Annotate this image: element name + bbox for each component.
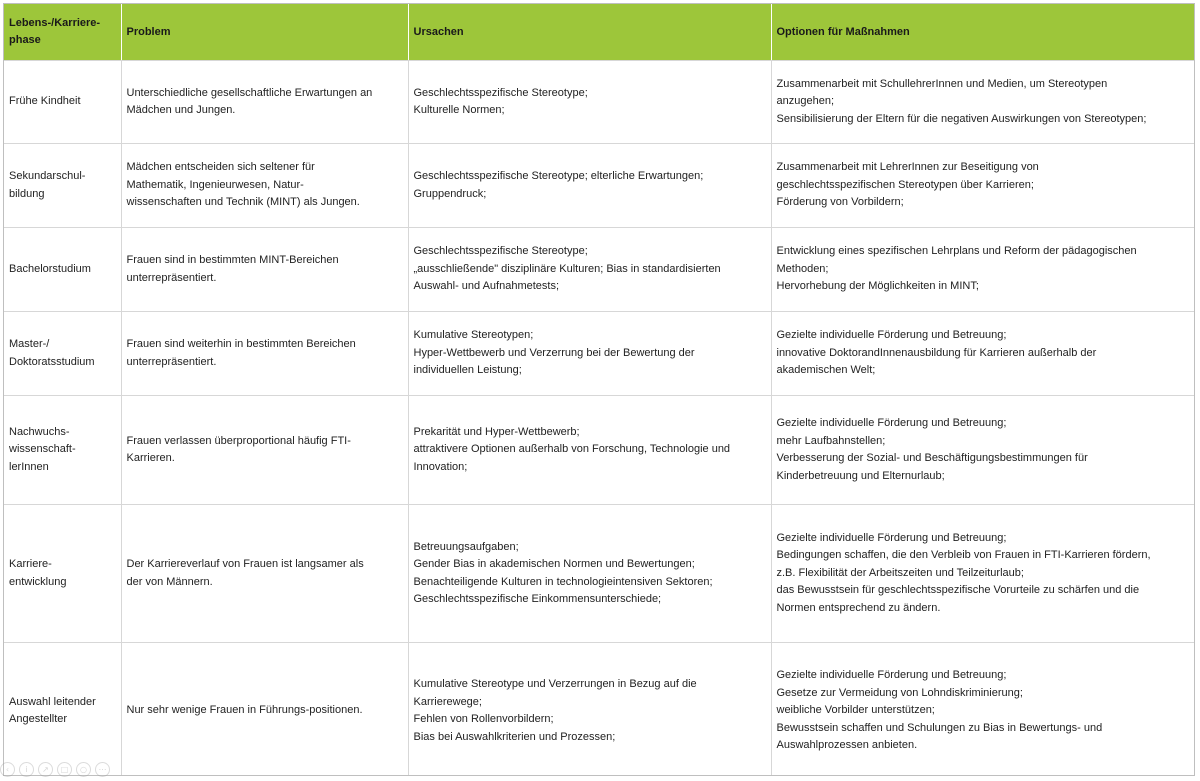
cell-problem: Der Karriereverlauf von Frauen ist langsamer als der von Männern.	[121, 505, 408, 643]
document-frame	[3, 3, 1195, 776]
cell-ursachen: Kumulative Stereotype und Verzerrungen in Bezug auf die Karrierewege; Fehlen von Rollenvorbildern; Bias bei Auswahlkriterien und Prozessen;	[408, 643, 771, 777]
cell-problem: Unterschiedliche gesellschaftliche Erwartungen an Mädchen und Jungen.	[121, 61, 408, 144]
cell-ursachen: Geschlechtsspezifische Stereotype; „ausschließende" disziplinäre Kulturen; Bias in standardisierten Auswahl- und Aufnahmetests;	[408, 228, 771, 312]
cell-optionen: Zusammenarbeit mit SchullehrerInnen und Medien, um Stereotypen anzugehen; Sensibilisierung der Eltern für die negativen Auswirkungen von Stereotypen;	[771, 61, 1194, 144]
cell-ursachen: Prekarität und Hyper-Wettbewerb; attraktivere Optionen außerhalb von Forschung, Technologie und Innovation;	[408, 396, 771, 505]
cell-optionen: Zusammenarbeit mit LehrerInnen zur Beseitigung von geschlechtsspezifischen Stereotypen über Karrieren; Förderung von Vorbildern;	[771, 144, 1194, 228]
table-row	[4, 61, 1194, 144]
header-optionen: Optionen für Maßnahmen	[771, 4, 1194, 61]
cell-phase: Frühe Kindheit	[4, 61, 121, 144]
cell-ursachen: Geschlechtsspezifische Stereotype; Kulturelle Normen;	[408, 61, 771, 144]
cell-optionen: Gezielte individuelle Förderung und Betreuung; Bedingungen schaffen, die den Verbleib von Frauen in FTI-Karrieren fördern, z.B. Flexibilität der Arbeitszeiten und Teilzeiturlaub; das Bewusstsein für geschlechtsspezifische Vorurteile zu schärfen und die Normen entsprechend zu ändern.	[771, 505, 1194, 643]
cell-ursachen: Betreuungsaufgaben; Gender Bias in akademischen Normen und Bewertungen; Benachteiligende Kulturen in technologieintensiven Sektoren; Geschlechtsspezifische Einkommensunterschiede;	[408, 505, 771, 643]
more-icon[interactable]: ⋯	[95, 762, 110, 777]
cell-phase: Sekundarschul- bildung	[4, 144, 121, 228]
header-problem: Problem	[121, 4, 408, 61]
cell-problem: Frauen sind in bestimmten MINT-Bereichen unterrepräsentiert.	[121, 228, 408, 312]
cell-phase: Auswahl leitender Angestellter	[4, 643, 121, 777]
career-phase-table	[4, 4, 1194, 776]
cell-optionen: Entwicklung eines spezifischen Lehrplans und Reform der pädagogischen Methoden; Hervorhebung der Möglichkeiten in MINT;	[771, 228, 1194, 312]
header-phase: Lebens-/Karriere- phase	[4, 4, 121, 61]
share-icon[interactable]: ↗	[38, 762, 53, 777]
cell-phase: Master-/ Doktoratsstudium	[4, 312, 121, 396]
chevron-left-icon[interactable]: ‹	[0, 762, 15, 777]
cell-problem: Frauen verlassen überproportional häufig FTI- Karrieren.	[121, 396, 408, 505]
cell-phase: Karriere- entwicklung	[4, 505, 121, 643]
share-toolbar	[0, 762, 110, 781]
table-row	[4, 312, 1194, 396]
table-row	[4, 396, 1194, 505]
table-row	[4, 505, 1194, 643]
table-row	[4, 144, 1194, 228]
cell-phase: Nachwuchs- wissenschaft- lerInnen	[4, 396, 121, 505]
cell-optionen: Gezielte individuelle Förderung und Betreuung; Gesetze zur Vermeidung von Lohndiskriminierung; weibliche Vorbilder unterstützen; Bewusstsein schaffen und Schulungen zu Bias in Bewertungs- und Auswahlprozessen anbieten.	[771, 643, 1194, 777]
cell-optionen: Gezielte individuelle Förderung und Betreuung; mehr Laufbahnstellen; Verbesserung der Sozial- und Beschäftigungsbestimmungen für Kinderbetreuung und Elternurlaub;	[771, 396, 1194, 505]
cell-ursachen: Geschlechtsspezifische Stereotype; elterliche Erwartungen; Gruppendruck;	[408, 144, 771, 228]
cell-problem: Nur sehr wenige Frauen in Führungs-positionen.	[121, 643, 408, 777]
table-row	[4, 643, 1194, 777]
cell-problem: Frauen sind weiterhin in bestimmten Bereichen unterrepräsentiert.	[121, 312, 408, 396]
header-ursachen: Ursachen	[408, 4, 771, 61]
search-icon[interactable]: ○	[76, 762, 91, 777]
save-icon[interactable]: □	[57, 762, 72, 777]
table-row	[4, 228, 1194, 312]
cell-optionen: Gezielte individuelle Förderung und Betreuung; innovative DoktorandInnenausbildung für Karrieren außerhalb der akademischen Welt;	[771, 312, 1194, 396]
info-icon[interactable]: i	[19, 762, 34, 777]
cell-ursachen: Kumulative Stereotypen; Hyper-Wettbewerb und Verzerrung bei der Bewertung der individuellen Leistung;	[408, 312, 771, 396]
cell-phase: Bachelorstudium	[4, 228, 121, 312]
cell-problem: Mädchen entscheiden sich seltener für Mathematik, Ingenieurwesen, Natur- wissenschaften und Technik (MINT) als Jungen.	[121, 144, 408, 228]
table-header-row	[4, 4, 1194, 61]
